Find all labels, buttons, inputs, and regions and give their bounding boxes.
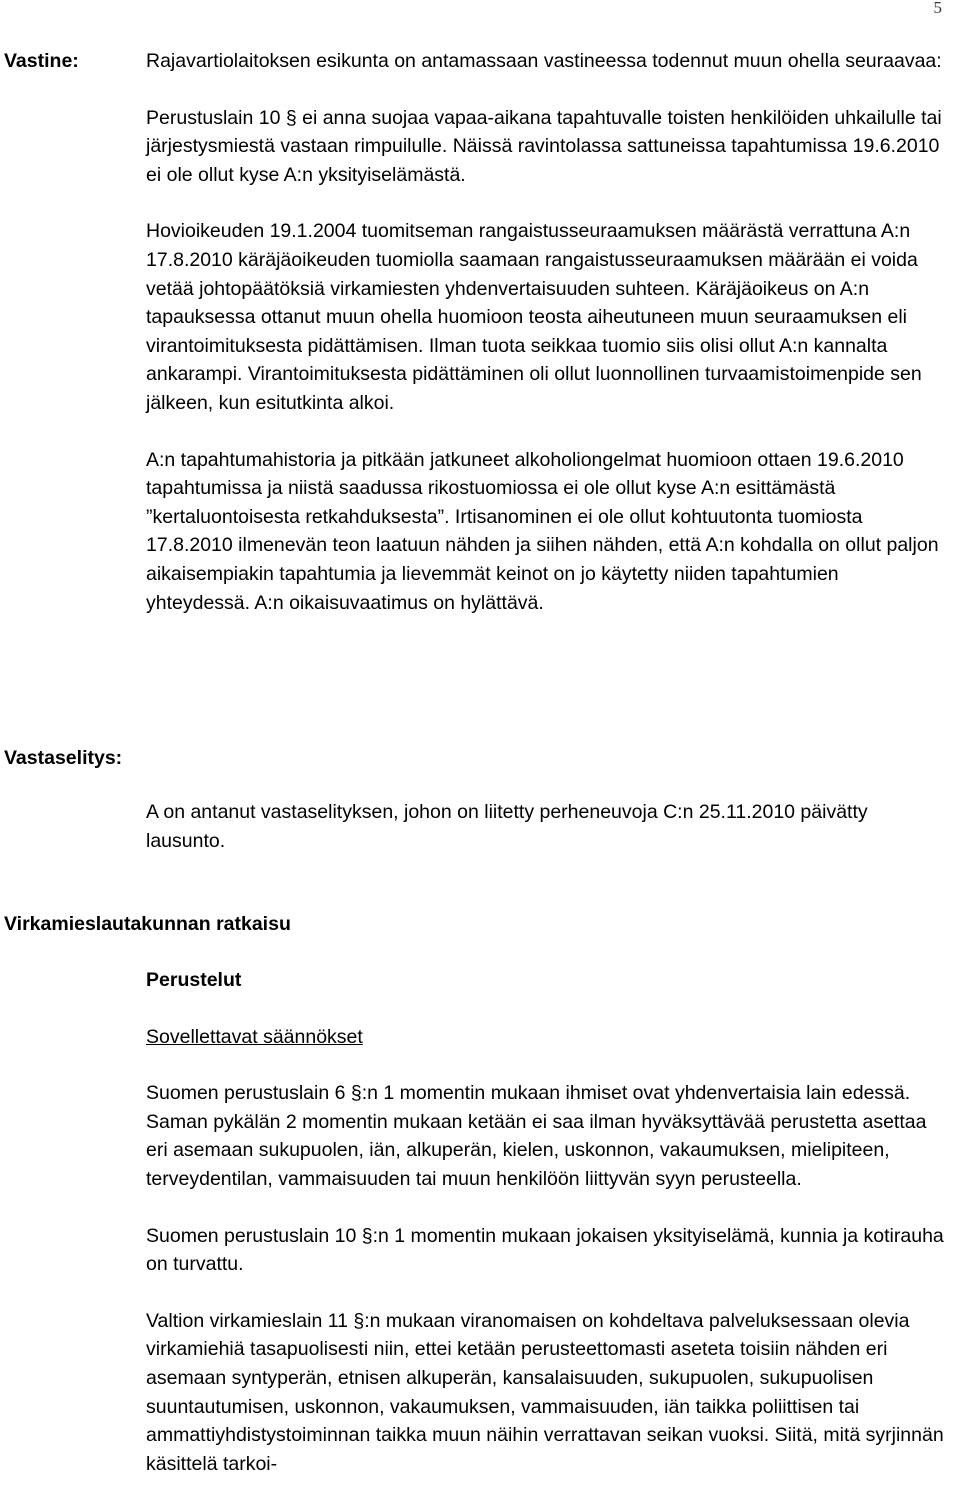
vastaselitys-text: A on antanut vastaselityksen, johon on liitetty perheneuvoja C:n 25.11.2010 päivätty lausunto. [146,801,868,852]
ratkaisu-paragraph-3: Valtion virkamieslain 11 §:n mukaan viranomaisen on kohdeltava palveluksessaan olevia virkamiehiä tasapuolisesti niin, ettei ketään perusteettomasti aseteta toisiin nähden eri asemaan syntyperän, etnisen alkuperän, kansalaisuuden, sukupuolen, sukupuolisen suuntautumisen, uskonnon, vakaumuksen, vammaisuuden, iän taikka poliittisen tai ammattiyhdistystoiminnan taikka muun näihin verrattavan seikan vuoksi. Siitä, mitä syrjinnän käsittelä tarkoi- [146,1309,944,1475]
vastine-body [146,47,946,617]
vastine-paragraph-4: A:n tapahtumahistoria ja pitkään jatkuneet alkoholiongelmat huomioon ottaen 19.6.2010 tapahtumissa ja niistä saadussa rikostuomiossa ei ole ollut kyse A:n esittämästä ”kertaluontoisesta retkahduksesta”. Irtisanominen ei ole ollut kohtuutonta tuomiosta 17.8.2010 ilmenevän teon laatuun nähden ja siihen nähden, että A:n kohdalla on ollut paljon aikaisempiakin tapahtumia ja lievemmät keinot on jo käytetty niiden tapahtumien yhteydessä. A:n oikaisuvaatimus on hylättävä. [146,448,939,614]
vastine-paragraph-3: Hovioikeuden 19.1.2004 tuomitseman rangaistusseuraamuksen määrästä verrattuna A:n 17.8.2010 käräjäoikeuden tuomiolla saamaan rangaistusseuraamuksen määrään ei voida vetää johtopäätöksiä virkamiesten yhdenvertaisuuden suhteen. Käräjäoikeus on A:n tapauksessa ottanut muun ohella huomioon teosta aiheutuneen muun seuraamuksen eli virantoimituksesta pidättämisen. Ilman tuota seikkaa tuomio siis olisi ollut A:n kannalta ankarampi. Virantoimituksesta pidättäminen oli ollut luonnollinen turvaamistoimenpide sen jälkeen, kun esitutkinta alkoi. [146,220,922,414]
page-number: 5 [933,0,942,17]
vastine-paragraph-1: Rajavartiolaitoksen esikunta on antamassaan vastineessa todennut muun ohella seuraavaa: [146,50,942,72]
ratkaisu-body [146,966,946,1478]
vastine-paragraph-2: Perustuslain 10 § ei anna suojaa vapaa-aikana tapahtuvalle toisten henkilöiden uhkailulle tai järjestysmiestä vastaan rimpuilulle. Näissä ravintolassa sattuneissa tapahtumissa 19.6.2010 ei ole ollut kyse A:n yksityiselämästä. [146,106,942,186]
sovellettavat-heading: Sovellettavat säännökset [146,1025,363,1048]
ratkaisu-paragraph-1: Suomen perustuslain 6 §:n 1 momentin mukaan ihmiset ovat yhdenvertaisia lain edessä. Saman pykälän 2 momentin mukaan ketään ei saa ilman hyväksyttävää perustetta asettaa eri asemaan sukupuolen, iän, alkuperän, kielen, uskonnon, vakaumuksen, mielipiteen, terveydentilan, vammaisuuden tai muun henkilöön liittyvän syyn perusteella. [146,1082,927,1190]
perustelut-heading: Perustelut [146,969,242,991]
vastaselitys-label: Vastaselitys: [4,747,123,769]
ratkaisu-label: Virkamieslautakunnan ratkaisu [4,913,291,935]
ratkaisu-paragraph-2: Suomen perustuslain 10 §:n 1 momentin mukaan jokaisen yksityiselämä, kunnia ja kotirauha on turvattu. [146,1224,944,1276]
vastaselitys-body [146,798,946,855]
vastine-label: Vastine: [4,50,79,72]
